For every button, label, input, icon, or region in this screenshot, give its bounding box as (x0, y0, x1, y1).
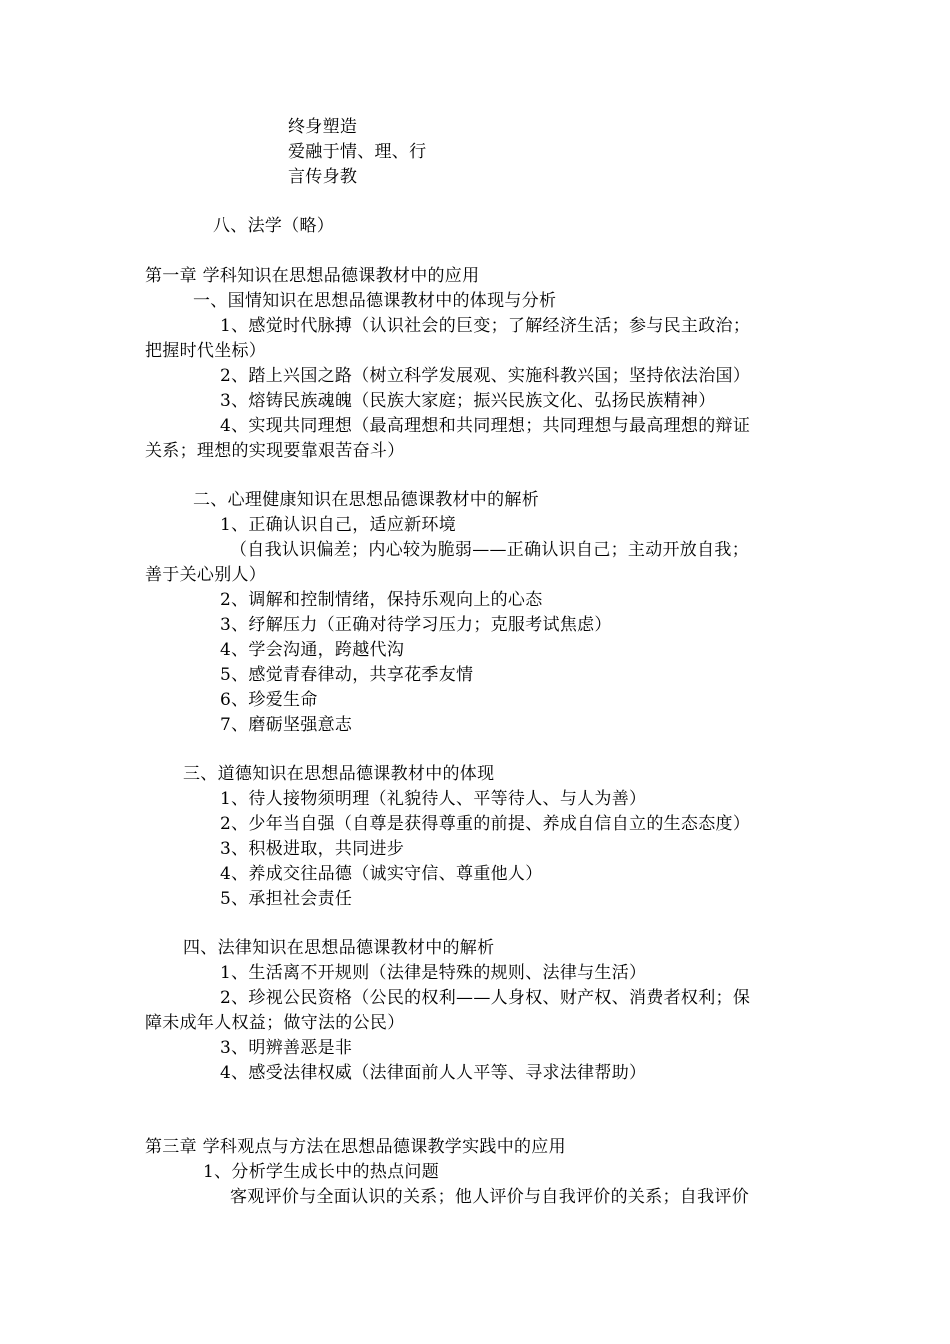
text-line: 把握时代坐标） (145, 341, 267, 361)
text-line: 2、珍视公民资格（公民的权利——人身权、财产权、消费者权利；保 (220, 988, 751, 1008)
text-line: 关系；理想的实现要靠艰苦奋斗） (145, 441, 405, 461)
text-line: 3、熔铸民族魂魄（民族大家庭；振兴民族文化、弘扬民族精神） (220, 391, 716, 411)
section-heading: 一、国情知识在思想品德课教材中的体现与分析 (193, 291, 557, 311)
section-heading: 三、道德知识在思想品德课教材中的体现 (183, 764, 495, 784)
text-line: 6、珍爱生命 (220, 690, 318, 710)
text-line: 障未成年人权益；做守法的公民） (145, 1013, 405, 1033)
chapter-heading: 第一章 学科知识在思想品德课教材中的应用 (145, 266, 480, 286)
text-line: 终身塑造 (288, 117, 358, 137)
text-line: 1、待人接物须明理（礼貌待人、平等待人、与人为善） (220, 789, 647, 809)
text-line: 2、少年当自强（自尊是获得尊重的前提、养成自信自立的生态态度） (220, 814, 751, 834)
text-line: 2、踏上兴国之路（树立科学发展观、实施科教兴国；坚持依法治国） (220, 366, 751, 386)
text-line: 5、承担社会责任 (220, 889, 353, 909)
text-line: 4、学会沟通，跨越代沟 (220, 640, 405, 660)
text-line: 4、养成交往品德（诚实守信、尊重他人） (220, 864, 543, 884)
text-line: 1、生活离不开规则（法律是特殊的规则、法律与生活） (220, 963, 647, 983)
text-line: 1、正确认识自己，适应新环境 (220, 515, 457, 535)
section-heading: 二、心理健康知识在思想品德课教材中的解析 (193, 490, 539, 510)
text-line: 3、明辨善恶是非 (220, 1038, 353, 1058)
text-line: 4、实现共同理想（最高理想和共同理想；共同理想与最高理想的辩证 (220, 416, 751, 436)
text-line: 爱融于情、理、行 (288, 142, 427, 162)
text-line: 7、磨砺坚强意志 (220, 715, 353, 735)
text-line: 4、感受法律权威（法律面前人人平等、寻求法律帮助） (220, 1063, 647, 1083)
section-heading: 八、法学（略） (213, 216, 335, 236)
text-line: 客观评价与全面认识的关系；他人评价与自我评价的关系；自我评价 (230, 1187, 749, 1207)
text-line: 1、感觉时代脉搏（认识社会的巨变；了解经济生活；参与民主政治； (220, 316, 751, 336)
text-line: 5、感觉青春律动，共享花季友情 (220, 665, 474, 685)
text-line: 言传身教 (288, 167, 358, 187)
text-line: 2、调解和控制情绪，保持乐观向上的心态 (220, 590, 543, 610)
section-heading: 四、法律知识在思想品德课教材中的解析 (183, 938, 495, 958)
text-line: 善于关心别人） (145, 565, 267, 585)
section-heading: 1、分析学生成长中的热点问题 (203, 1162, 440, 1182)
text-line: （自我认识偏差；内心较为脆弱——正确认识自己；主动开放自我； (230, 540, 749, 560)
text-line: 3、积极进取，共同进步 (220, 839, 405, 859)
text-line: 3、纾解压力（正确对待学习压力；克服考试焦虑） (220, 615, 612, 635)
chapter-heading: 第三章 学科观点与方法在思想品德课教学实践中的应用 (145, 1137, 566, 1157)
